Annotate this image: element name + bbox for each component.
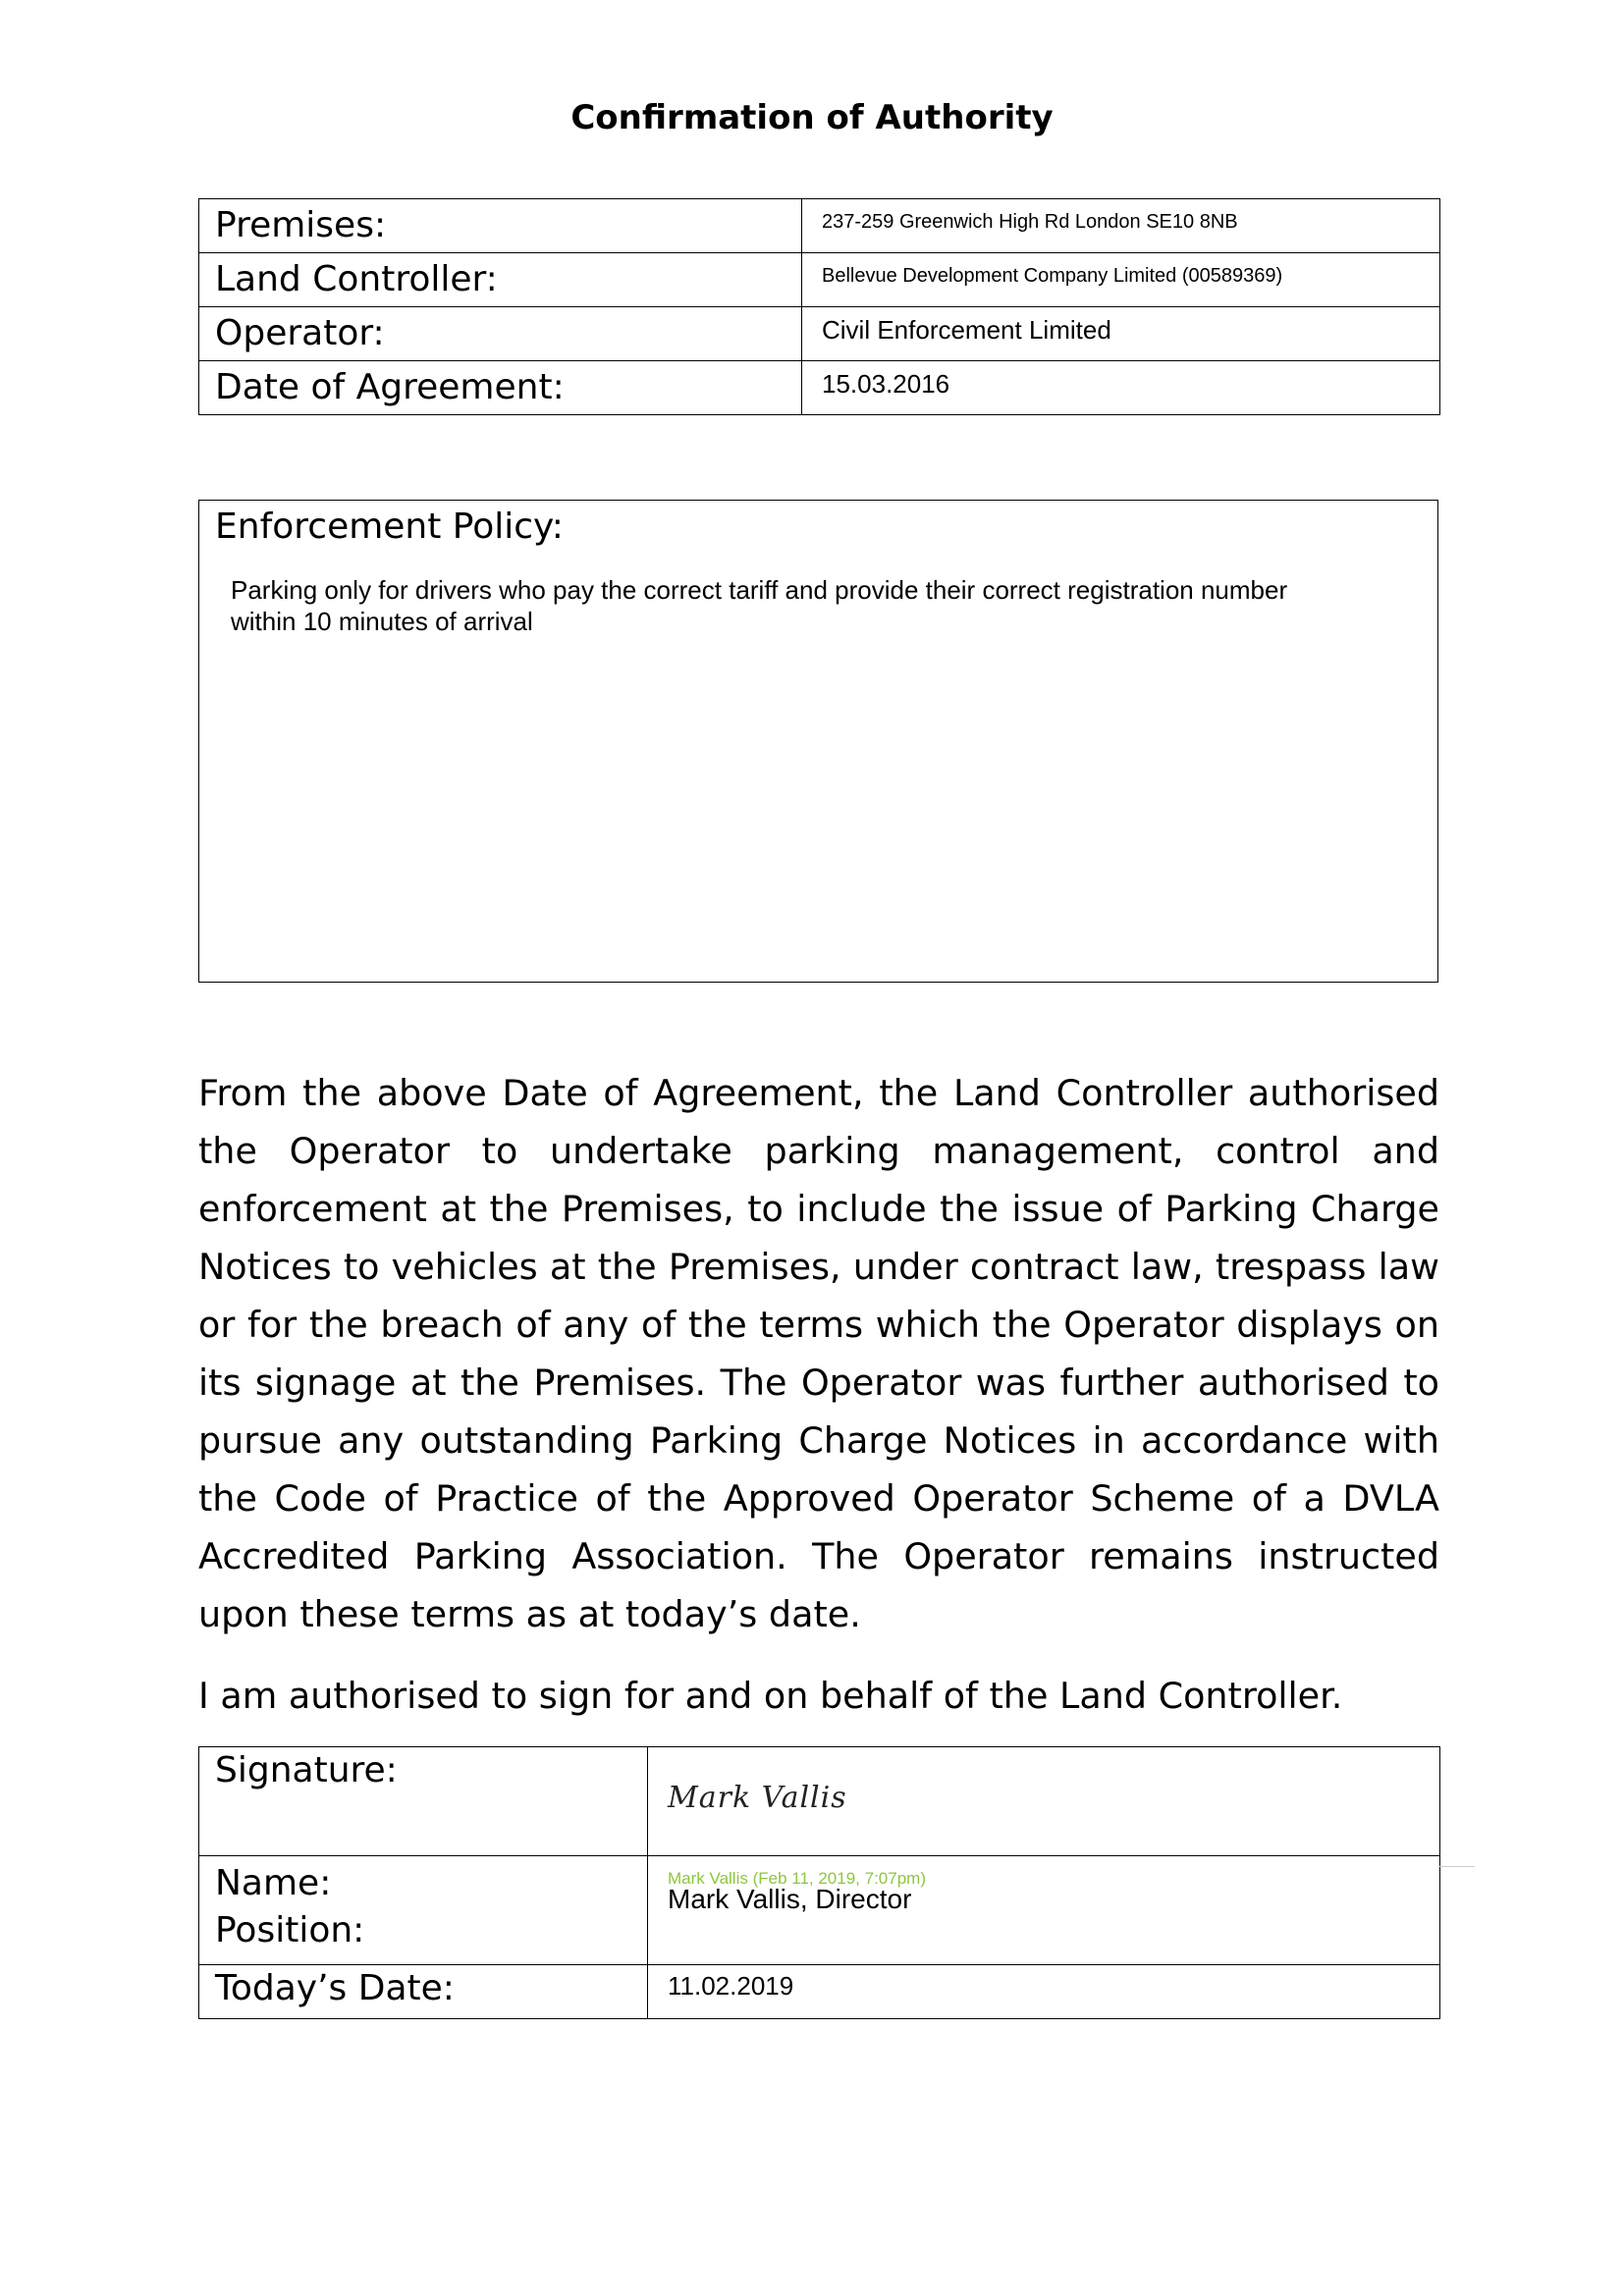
esignature-stamp: Mark Vallis (Feb 11, 2019, 7:07pm)	[668, 1869, 926, 1888]
name-position-row	[199, 1856, 1440, 1965]
operator-label: Operator:	[199, 307, 802, 361]
enforcement-policy-line-2: within 10 minutes of arrival	[231, 607, 533, 636]
land-controller-value: Bellevue Development Company Limited (00589369)	[802, 253, 1440, 307]
signature-row	[199, 1747, 1440, 1856]
enforcement-policy-label: Enforcement Policy:	[215, 507, 564, 547]
operator-value: Civil Enforcement Limited	[802, 307, 1440, 361]
today-date-row	[199, 1965, 1440, 2019]
authorisation-statement: I am authorised to sign for and on behalf of the Land Controller.	[198, 1675, 1343, 1717]
premises-value: 237-259 Greenwich High Rd London SE10 8NB	[802, 199, 1440, 253]
authority-paragraph: From the above Date of Agreement, the Land Controller authorised the Operator to undertake parking management, control and enforcement at the Premises, to include the issue of Parking Charge Notices to vehicles at the Premises, under contract law, trespass law or for the breach of any of the terms which the Operator displays on its signage at the Premises. The Operator was further authorised to pursue any outstanding Parking Charge Notices in accordance with the Code of Practice of the Approved Operator Scheme of a DVLA Accredited Parking Association. The Operator remains instructed upon these terms as at today’s date.	[198, 1072, 1439, 1635]
today-date-label: Today’s Date:	[199, 1965, 648, 2019]
today-date-value: 11.02.2019	[668, 1971, 794, 2001]
document-title: Confirmation of Authority	[570, 98, 1054, 137]
position-label: Position:	[215, 1910, 365, 1950]
signature-label: Signature:	[199, 1747, 648, 1856]
premises-label: Premises:	[199, 199, 802, 253]
esignature-divider	[1439, 1866, 1475, 1867]
agreement-date-label: Date of Agreement:	[199, 361, 802, 415]
premises-row	[199, 199, 1440, 253]
signature-cell	[648, 1747, 1440, 1856]
agreement-date-row	[199, 361, 1440, 415]
signoff-table	[198, 1746, 1440, 2019]
enforcement-policy-text	[231, 574, 1409, 637]
enforcement-policy-box	[198, 500, 1438, 983]
name-position-value: Mark Vallis, Director	[668, 1884, 912, 1914]
name-position-labels	[199, 1856, 648, 1965]
name-position-cell	[648, 1856, 1440, 1965]
name-label: Name:	[215, 1863, 332, 1903]
enforcement-policy-line-1: Parking only for drivers who pay the correct tariff and provide their correct registration number	[231, 575, 1288, 605]
agreement-date-value: 15.03.2016	[802, 361, 1440, 415]
land-controller-label: Land Controller:	[199, 253, 802, 307]
operator-row	[199, 307, 1440, 361]
handwritten-signature: Mark Vallis	[668, 1781, 847, 1815]
today-date-cell	[648, 1965, 1440, 2019]
agreement-details-table	[198, 198, 1440, 415]
land-controller-row	[199, 253, 1440, 307]
